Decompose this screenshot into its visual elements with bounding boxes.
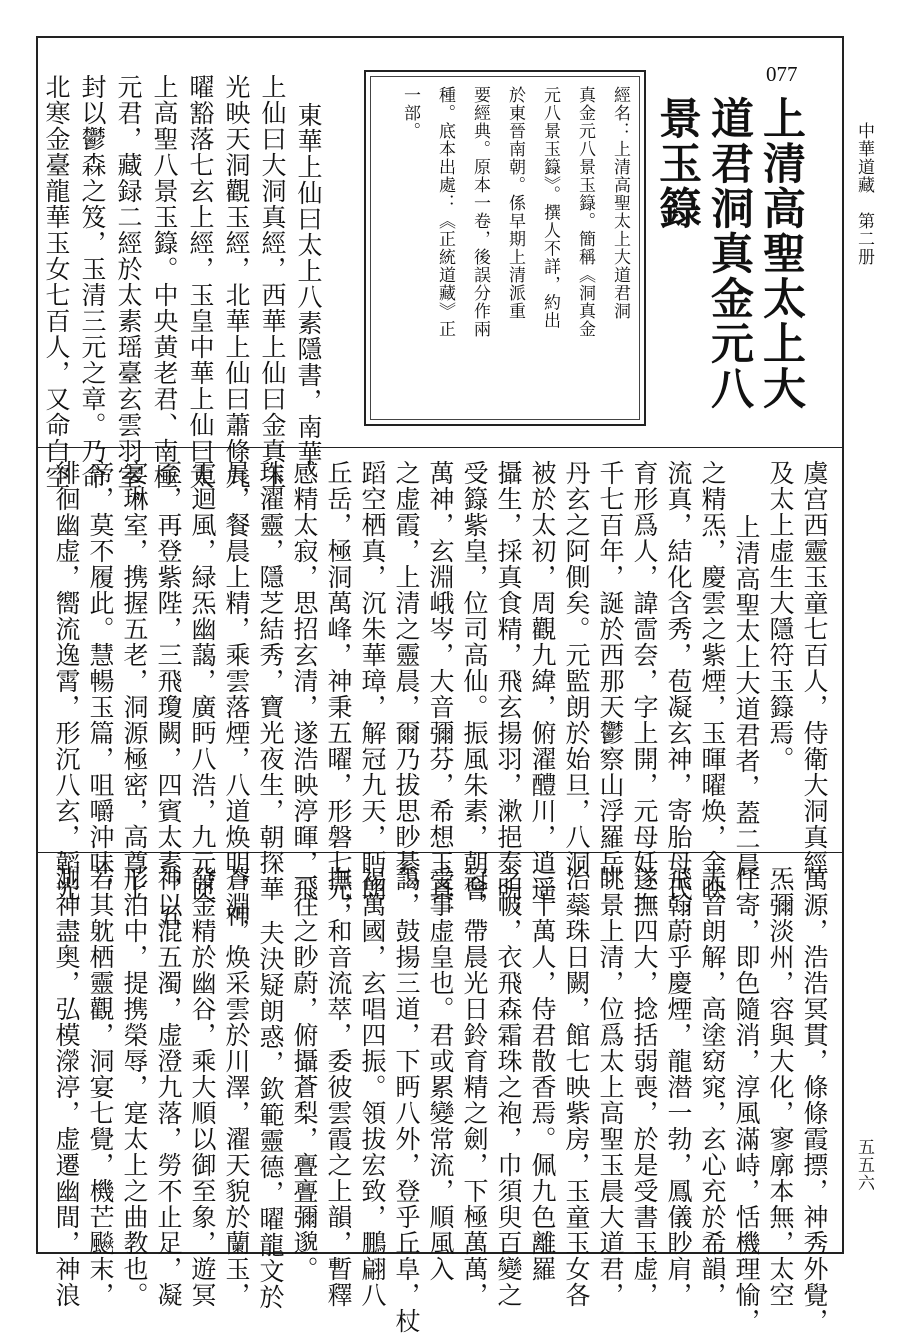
note-line: 真金元八景玉籙。簡稱《洞真金 (575, 86, 595, 338)
note-line: 要經典。原本一卷，後誤分作兩 (470, 86, 490, 338)
text-column: 冠，帶晨光日鈴育精之劍，下極萬萬， (460, 866, 489, 1308)
text-column: 曜豁落七玄上經，玉皇中華上仙曰太 (186, 74, 215, 490)
text-column: 裼萬國，玄唱四振。領拔宏致，鵬翩八 (358, 866, 387, 1308)
text-column: 北寒金臺龍華玉女七百人，又命白空 (42, 74, 71, 490)
note-line: 一部。 (400, 86, 420, 140)
text-column: 封以鬱森之笈，玉清三元之章。乃命 (78, 74, 107, 490)
text-column: 之精炁，慶雲之紫煙，玉暉曜焕，金映 (698, 460, 727, 902)
text-column: 天音朗解，高塗窈窕，玄心充於希韻， (698, 866, 727, 1308)
text-column: 藹，鼓揚三道，下眄八外，登乎丘阜，杖 (392, 866, 421, 1334)
text-column: 受籙紫皇，位司高仙。振風朱素，朝會 (460, 460, 489, 902)
text-column: 帝，莫不履此。慧暢玉篇，咀嚼沖味， (86, 460, 115, 902)
text-column: 形泊中，提携榮辱，寔太上之曲教也。 (120, 866, 149, 1308)
text-column: 一往之眇蔚，俯攝蒼梨，亹亹彌邈。 (290, 866, 319, 1282)
text-column: 撫，和音流萃，委彼雲霞之上韻，暫釋 (324, 866, 353, 1308)
text-column: 感精太寂，思招玄清，遂浩映渟暉，飛 (290, 460, 319, 902)
text-column: 光映天洞觀玉經，北華上仙曰蕭條九 (222, 74, 251, 490)
text-column: 徘徊幽虚，嚮流逸霄，形沉八玄，韜光 (52, 460, 81, 902)
text-column: 三十萬人，侍君散香焉。佩九色離羅 (528, 866, 557, 1282)
text-column: 電迴風，緑炁幽藹，廣眄八浩，九元匝 (188, 460, 217, 902)
text-column: 丹玄之阿側矣。元監朗於始旦，八洞 (562, 460, 591, 876)
note-line: 元八景玉籙》。撰人不詳，約出 (540, 86, 560, 330)
text-column: 東華上仙曰太上八素隱書，南華 (294, 102, 323, 466)
text-column: 眺景上清，位爲太上高聖玉晨大道君， (596, 866, 625, 1308)
text-column: 丘岳，極洞萬峰，神秉五曜，形磐七元， (324, 460, 353, 928)
text-column: 虞宫西靈玉童七百人，侍衛大洞真經 (800, 460, 829, 876)
text-column: 元君，藏録二經於太素瑶臺玄雲羽室， (114, 74, 143, 516)
text-column: 之帔，衣飛森霜珠之袍，巾須臾百變之 (494, 866, 523, 1308)
note-line: 於東晉南朝。係早期上清派重 (505, 86, 525, 320)
title-line-1: 上清高聖太上大 (756, 96, 806, 411)
note-line: 種。底本出處：《正統道藏》正 (435, 86, 455, 338)
text-column: 珠濯靈，隱芝結秀，寶光夜生，朝探華 (256, 460, 285, 902)
text-column: 飛翰蔚乎慶煙，龍潜一勃，鳳儀眇肩， (664, 866, 693, 1308)
title-line-3: 景玉籙 (652, 96, 702, 231)
text-column: 測神盡奥，弘模濴渟，虚遷幽間，神浪 (52, 866, 81, 1308)
text-column: 宴琳室，携握五老，洞源極密，高尊上 (120, 460, 149, 902)
text-column: 至，再登紫陛，三飛瓊闕，四賓太素，五 (154, 460, 183, 928)
text-column: 治蘂珠日闕，館七映紫房，玉童玉女各 (562, 866, 591, 1308)
running-header: 中華道藏 第二册 (854, 122, 874, 266)
text-column: 攝生，採真食精，飛玄揚羽，漱挹泰明， (494, 460, 523, 928)
text-column: 神以混五濁，虚澄九落，勞不止足，凝 (154, 866, 183, 1308)
text-column: 流真，結化含秀，苞凝玄神，寄胎母氏， (664, 460, 693, 928)
text-column: 之虚霞，上清之靈晨，爾乃拔思眇綦， (392, 460, 421, 902)
text-column: 受事虚皇也。君或累變常流，順風入 (426, 866, 455, 1282)
text-column: 萬神，玄淵峨岑，大音彌芬，希想玉真 (426, 460, 455, 902)
text-column: 夫決疑朗惑，欽範靈德，曜龍文於 (256, 920, 285, 1310)
text-column: 任寄，即色隨消，淳風滿峙，恬機理愉， (732, 866, 761, 1334)
text-column: 及太上虚生大隱符玉籙焉。 (766, 460, 795, 772)
text-column: 發金精於幽谷，乘大順以御至象，遊冥 (188, 866, 217, 1308)
text-column: 蹈空栖真，沉朱華璋，解冠九天，眄朗 (358, 460, 387, 902)
text-column: 萬源，浩浩冥貫，條條霞摽，神秀外覺， (800, 866, 829, 1334)
text-column: 遂撫四大，捻括弱喪，於是受書玉虚， (630, 866, 659, 1308)
text-column: 被於太初，周觀九緯，俯濯醴川，逍遥 (528, 460, 557, 902)
title-line-2: 道君洞真金元八 (704, 96, 754, 411)
note-line: 經名：上清高聖太上大道君洞 (610, 86, 630, 320)
text-column: 蒼淵，焕采雲於川澤，濯天貌於蘭玉， (222, 866, 251, 1308)
text-column: 千七百年，誕於西那天鬱察山浮羅岳 (596, 460, 625, 876)
text-column: 育形爲人，諱䨓夽，字上開，元母妊三 (630, 460, 659, 902)
text-column: 晨，餐晨上精，乘雲落煙，八道焕明，神 (222, 460, 251, 928)
text-column: 炁彌淡州，容與大化，寥廓本無，太空 (766, 866, 795, 1308)
document-number: 077 (766, 62, 798, 86)
text-column: 若其躭栖靈觀，洞宴七覺，機芒飈末， (86, 866, 115, 1308)
text-column: 上仙曰大洞真經，西華上仙曰金真玉 (258, 74, 287, 490)
page-number: 五五六 (854, 1138, 874, 1192)
text-column: 上高聖八景玉籙。中央黄老君、南極 (150, 74, 179, 490)
text-column: 上清高聖太上大道君者，蓋二晨 (732, 514, 761, 878)
